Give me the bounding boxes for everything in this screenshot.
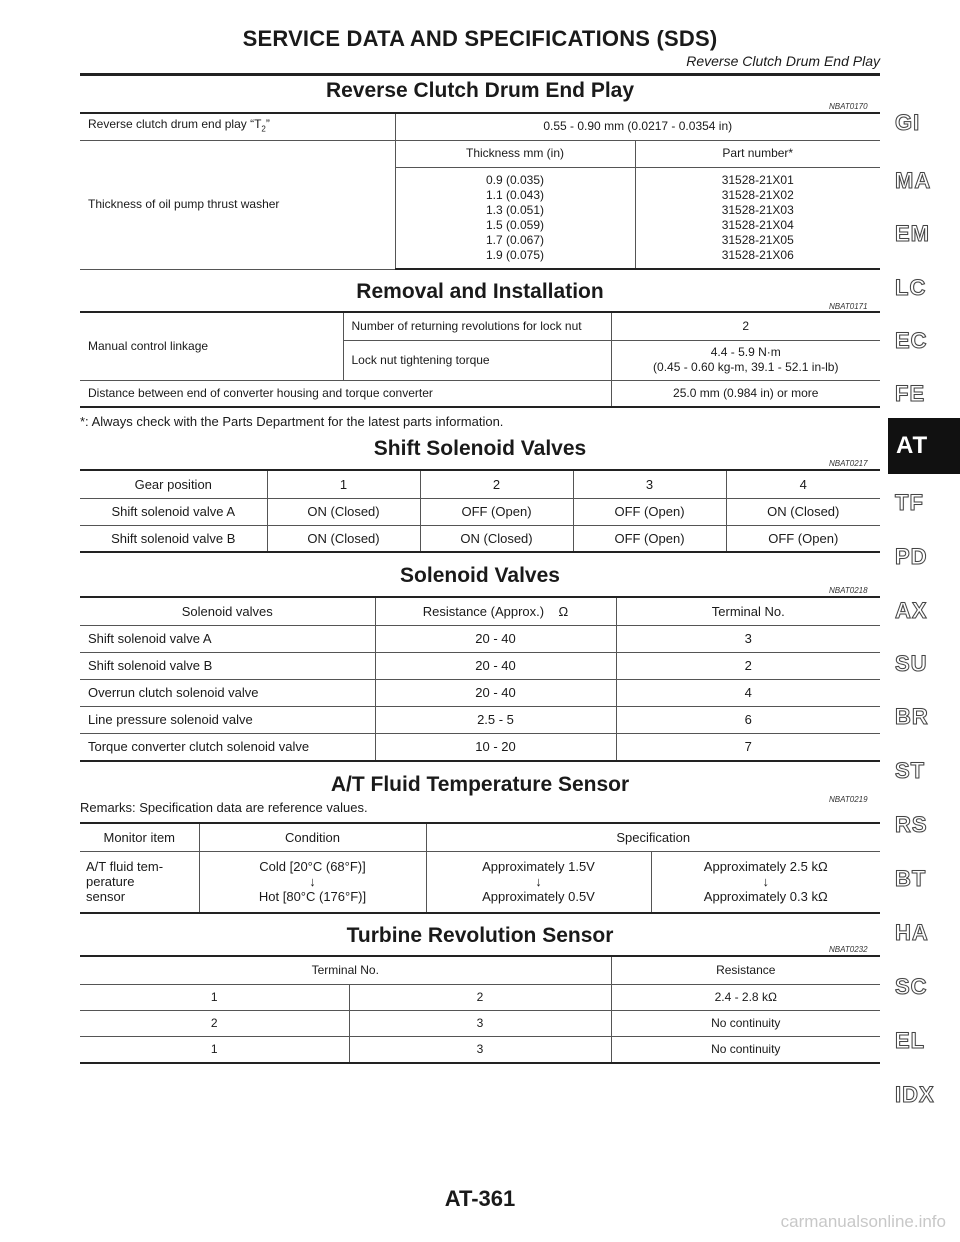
section-code-reverse-clutch: NBAT0170 <box>829 102 868 111</box>
table-row <box>80 984 880 1010</box>
solenoid-valves-table <box>80 598 880 762</box>
header-cell: Resistance (Approx.) Ω <box>375 598 616 625</box>
table-cell: 2.4 - 2.8 kΩ <box>611 984 880 1010</box>
section-code-solenoid-valves: NBAT0218 <box>829 586 868 595</box>
index-tab-el[interactable]: EL <box>895 1028 926 1053</box>
index-tab-lc[interactable]: LC <box>895 275 927 300</box>
header-cell: 4 <box>726 471 880 498</box>
table-row <box>80 679 880 706</box>
table-cell: Line pressure solenoid valve <box>80 706 375 733</box>
shift-solenoid-table <box>80 471 880 553</box>
index-tab-ha[interactable]: HA <box>895 920 929 945</box>
spec-resistance-cell: Approximately 2.5 kΩ ↓ Approximately 0.3 kΩ <box>651 851 880 913</box>
table-cell: Shift solenoid valve A <box>80 625 375 652</box>
index-tab-at-active[interactable]: AT <box>888 418 960 474</box>
table-row <box>80 733 880 761</box>
table-cell: OFF (Open) <box>573 498 726 525</box>
table-cell: 20 - 40 <box>375 652 616 679</box>
table-cell: Torque converter clutch solenoid valve <box>80 733 375 761</box>
table-cell: 10 - 20 <box>375 733 616 761</box>
index-tab-rs[interactable]: RS <box>895 812 928 837</box>
reverse-clutch-table <box>80 114 880 270</box>
table-cell: Overrun clutch solenoid valve <box>80 679 375 706</box>
page-header <box>80 26 880 69</box>
section-code-turbine: NBAT0232 <box>829 945 868 954</box>
table-row <box>80 706 880 733</box>
table-cell: 2 <box>616 652 880 679</box>
table-cell: 20 - 40 <box>375 679 616 706</box>
table-cell: 6 <box>616 706 880 733</box>
table-cell: ON (Closed) <box>267 498 420 525</box>
index-tab-ax[interactable]: AX <box>895 598 928 623</box>
table-row <box>80 851 880 913</box>
distance-label: Distance between end of converter housing and torque converter <box>80 380 611 407</box>
section-code-fluid-temp: NBAT0219 <box>829 795 868 804</box>
table-cell: 20 - 40 <box>375 625 616 652</box>
table-cell: No continuity <box>611 1010 880 1036</box>
lock-nut-torque-label: Lock nut tightening torque <box>343 340 611 380</box>
header-cell: 3 <box>573 471 726 498</box>
table-row <box>80 625 880 652</box>
table-cell: Shift solenoid valve A <box>80 498 267 525</box>
spec-voltage-cell: Approximately 1.5V ↓ Approximately 0.5V <box>426 851 651 913</box>
endplay-label: Reverse clutch drum end play “$T_2$” <box>80 114 395 140</box>
section-code-removal: NBAT0171 <box>829 302 868 311</box>
header-cell: Resistance <box>611 957 880 984</box>
section-title-shift-solenoid: Shift Solenoid Valves <box>373 437 587 460</box>
header-cell: Monitor item <box>80 824 199 851</box>
table-cell: 1 <box>80 1036 349 1063</box>
header-cell: Condition <box>199 824 426 851</box>
section-title-fluid-temp: A/T Fluid Temperature Sensor <box>330 773 630 796</box>
linkage-label: Manual control linkage <box>80 313 343 380</box>
table-cell: 2 <box>349 984 611 1010</box>
removal-table <box>80 313 880 408</box>
index-tab-idx[interactable]: IDX <box>895 1082 935 1107</box>
table-row <box>80 1010 880 1036</box>
section-title-turbine: Turbine Revolution Sensor <box>346 924 614 947</box>
table-cell: 7 <box>616 733 880 761</box>
turbine-table <box>80 957 880 1064</box>
index-tab-su[interactable]: SU <box>895 651 928 676</box>
header-cell: Gear position <box>80 471 267 498</box>
section-title-reverse-clutch: Reverse Clutch Drum End Play <box>325 79 635 102</box>
page-title: SERVICE DATA AND SPECIFICATIONS (SDS) <box>242 26 718 51</box>
condition-cell: Cold [20°C (68°F)] ↓ Hot [80°C (176°F)] <box>199 851 426 913</box>
lock-nut-torque-value: 4.4 - 5.9 N·m (0.45 - 0.60 kg-m, 39.1 - 52.1 in-lb) <box>611 340 880 380</box>
index-tab-gi[interactable]: GI <box>895 110 921 135</box>
table-cell: OFF (Open) <box>726 525 880 552</box>
index-tab-st[interactable]: ST <box>895 758 926 783</box>
table-cell: 3 <box>616 625 880 652</box>
col-thickness: Thickness mm (in) <box>395 140 635 167</box>
page-number: AT-361 <box>444 1186 516 1211</box>
part-number-list: 31528-21X01 31528-21X02 31528-21X03 31528-21X04 31528-21X05 31528-21X06 <box>635 167 880 269</box>
header-cell: 2 <box>420 471 573 498</box>
header-cell: Solenoid valves <box>80 598 375 625</box>
table-cell: OFF (Open) <box>420 498 573 525</box>
lock-nut-revolutions-value: 2 <box>611 313 880 340</box>
table-cell: 2.5 - 5 <box>375 706 616 733</box>
section-title-removal: Removal and Installation <box>356 280 604 303</box>
table-row <box>80 525 880 552</box>
fluid-remarks: Remarks: Specification data are reference values. <box>80 800 368 815</box>
watermark: carmanualsonline.info <box>780 1212 946 1231</box>
table-cell: Shift solenoid valve B <box>80 525 267 552</box>
header-cell: Terminal No. <box>616 598 880 625</box>
table-cell: 3 <box>349 1036 611 1063</box>
index-tab-ma[interactable]: MA <box>895 168 932 193</box>
header-cell: 1 <box>267 471 420 498</box>
table-row <box>80 498 880 525</box>
table-cell: ON (Closed) <box>420 525 573 552</box>
index-tab-br[interactable]: BR <box>895 704 929 729</box>
endplay-value: 0.55 - 0.90 mm (0.0217 - 0.0354 in) <box>395 114 880 140</box>
index-tab-tf[interactable]: TF <box>895 490 924 515</box>
thickness-list: 0.9 (0.035) 1.1 (0.043) 1.3 (0.051) 1.5 (0.059) 1.7 (0.067) 1.9 (0.075) <box>395 167 635 269</box>
page-subtitle: Reverse Clutch Drum End Play <box>686 53 880 69</box>
table-row <box>80 652 880 679</box>
table-cell: 3 <box>349 1010 611 1036</box>
distance-value: 25.0 mm (0.984 in) or more <box>611 380 880 407</box>
index-tab-bt[interactable]: BT <box>895 866 927 891</box>
section-code-shift-solenoid: NBAT0217 <box>829 459 868 468</box>
thickness-label: Thickness of oil pump thrust washer <box>80 140 395 269</box>
index-tab-ec[interactable]: EC <box>895 328 928 353</box>
table-cell: 1 <box>80 984 349 1010</box>
table-cell: Shift solenoid valve B <box>80 652 375 679</box>
parts-note: *: Always check with the Parts Department for the latest parts information. <box>80 414 504 429</box>
index-tab-em[interactable]: EM <box>895 221 930 246</box>
table-cell: 2 <box>80 1010 349 1036</box>
index-tab-pd[interactable]: PD <box>895 544 928 569</box>
header-rule <box>80 73 880 76</box>
header-cell: Specification <box>426 824 880 851</box>
index-tab-fe[interactable]: FE <box>895 381 926 406</box>
table-cell: OFF (Open) <box>573 525 726 552</box>
table-cell: ON (Closed) <box>267 525 420 552</box>
table-cell: No continuity <box>611 1036 880 1063</box>
lock-nut-revolutions-label: Number of returning revolutions for lock nut <box>343 313 611 340</box>
header-cell: Terminal No. <box>80 957 611 984</box>
table-row <box>80 1036 880 1063</box>
section-title-solenoid-valves: Solenoid Valves <box>400 564 560 587</box>
fluid-temp-table <box>80 824 880 914</box>
col-part-number: Part number* <box>635 140 880 167</box>
table-cell: ON (Closed) <box>726 498 880 525</box>
table-cell: 4 <box>616 679 880 706</box>
monitor-item-cell: A/T fluid tem- perature sensor <box>80 851 199 913</box>
index-tab-sc[interactable]: SC <box>895 974 928 999</box>
